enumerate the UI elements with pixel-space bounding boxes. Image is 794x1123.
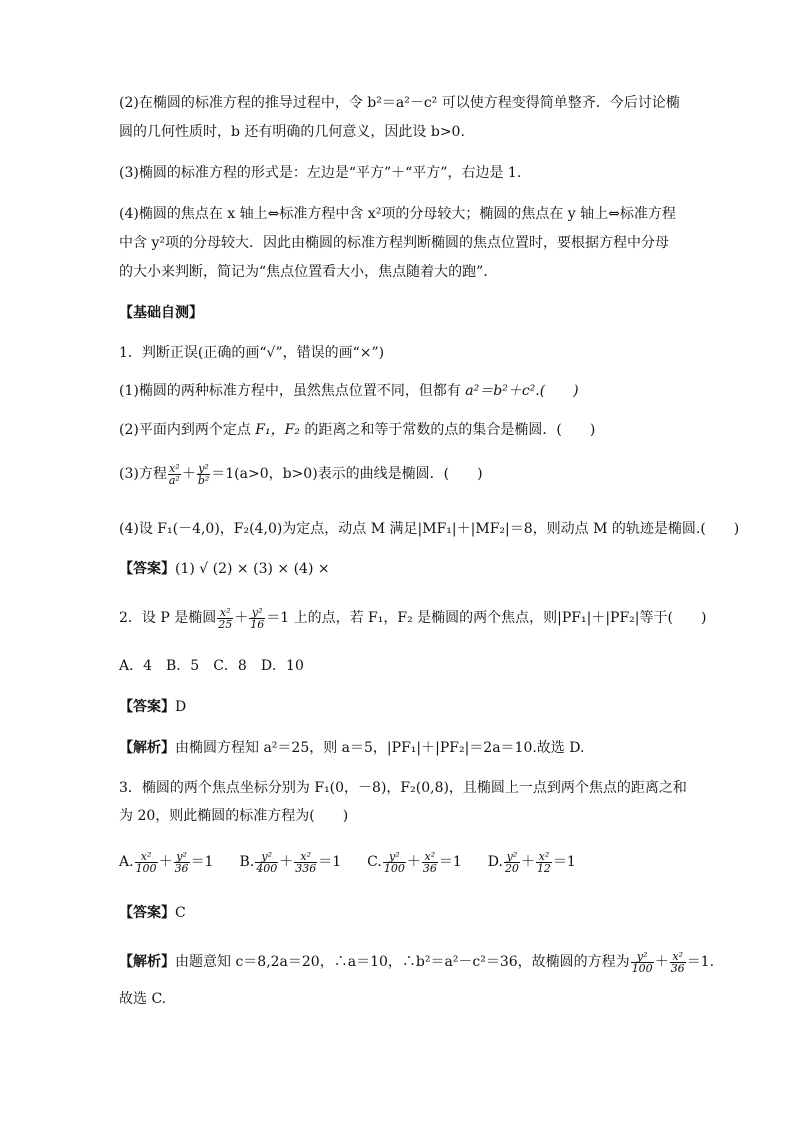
option-a-label: A. [119,854,134,870]
note-4-line-3: 的大小来判断，简记为“焦点位置看大小，焦点随着大的跑”． [119,264,498,280]
option-a-fraction-2: $\frac{\text{y²}}{36}$ [174,849,189,875]
q3-analysis-line-2: 故选 C. [119,991,167,1007]
answer-text: (1) √ (2) × (3) × (4) × [175,561,330,577]
answer-text: D [175,699,187,715]
q1-statement-1 [119,381,579,401]
q2-stem-text-a: 2．设 P 是椭圆 [119,610,217,626]
option-b-label: B. [239,854,255,870]
analysis-fraction-1: $\frac{\text{y²}}{100}$ [631,949,653,975]
answer-label: 【答案】 [119,699,175,715]
q1-s3-text-b: ＝1(a>0，b>0)表示的曲线是椭圆．( ) [211,466,483,482]
q2-options: A．4 B．5 C．8 D．10 [119,658,304,674]
option-c-fraction-1: $\frac{\text{y²}}{100}$ [383,849,405,875]
option-d-fraction-1: $\frac{\text{y²}}{20}$ [504,849,519,875]
plus-sign: ＋ [406,854,421,870]
q1-s1-formula: a²＝b²＋c².( ) [465,383,579,399]
option-c-label: C. [367,854,382,870]
equals-one: ＝1 [318,854,342,870]
analysis-label: 【解析】 [119,954,175,970]
q1-s2-foci: F₁，F₂ [255,422,300,438]
q1-stem: 1．判断正误(正确的画“√”，错误的画“×”) [119,345,385,361]
plus-sign: ＋ [520,854,535,870]
note-2-line-1: (2)在椭圆的标准方程的推导过程中，令 b²＝a²－c² 可以使方程变得简单整齐．今后讨论椭 [119,95,680,111]
q2-fraction-2: $\frac{\text{y²}}{16}$ [250,605,265,631]
note-3: (3)椭圆的标准方程的形式是：左边是“平方”＋“平方”，右边是 1. [119,165,522,181]
q1-s3-fraction-2: $\frac{\text{y²}}{\text{b²}}$ [197,461,210,487]
plus-sign: ＋ [654,954,669,970]
q3-analysis [119,947,714,977]
option-b-fraction-1: $\frac{\text{y²}}{400}$ [256,849,278,875]
equals-one: ＝1 [552,854,576,870]
q1-statement-3 [119,460,483,488]
equals-one: ＝1 [190,854,214,870]
q1-s3-text-a: (3)方程 [119,466,167,482]
equals-one: ＝1 [438,854,462,870]
option-b-fraction-2: $\frac{\text{x²}}{336}$ [295,849,317,875]
note-2-line-2: 圆的几何性质时，b 还有明确的几何意义，因此设 b>0. [119,124,465,140]
answer-label: 【答案】 [119,561,175,577]
answer-label: 【答案】 [119,905,175,921]
plus-sign: ＋ [158,854,173,870]
q2-answer [119,697,186,717]
option-c-fraction-2: $\frac{\text{x²}}{36}$ [422,849,437,875]
q2-analysis [119,738,584,758]
analysis-text-b: ＝1. [686,954,715,970]
q2-fraction-1: $\frac{\text{x²}}{25}$ [218,605,233,631]
q3-answer [119,903,186,923]
option-a-fraction-1: $\frac{\text{x²}}{100}$ [135,849,157,875]
q2-stem-text-b: ＝1 上的点，若 F₁，F₂ 是椭圆的两个焦点，则|PF₁|＋|PF₂|等于( ) [266,610,707,626]
analysis-text-a: 由题意知 c＝8,2a＝20，∴a＝10，∴b²＝a²－c²＝36，故椭圆的方程为 [175,954,630,970]
note-4-line-2: 中含 y²项的分母较大．因此由椭圆的标准方程判断椭圆的焦点位置时，要根据方程中分母 [119,235,669,251]
option-d-fraction-2: $\frac{\text{x²}}{12}$ [536,849,551,875]
q3-stem-line-1: 3．椭圆的两个焦点坐标分别为 F₁(0，－8)，F₂(0,8)，且椭圆上一点到两个焦点的距离之和 [119,780,687,796]
q3-stem-line-2: 为 20，则此椭圆的标准方程为( ) [119,808,349,824]
q2-stem [119,604,706,632]
q1-s2-text-b: 的距离之和等于常数的点的集合是椭圆．( ) [299,422,596,438]
plus-sign: ＋ [181,466,196,482]
q1-s3-fraction-1: $\frac{\text{x²}}{\text{a²}}$ [168,461,180,487]
plus-sign: ＋ [279,854,294,870]
q1-s1-text: (1)椭圆的两种标准方程中，虽然焦点位置不同，但都有 [119,383,466,399]
q3-options [119,847,576,877]
q1-statement-2 [119,420,595,440]
plus-sign: ＋ [234,610,249,626]
analysis-text: 由椭圆方程知 a²＝25，则 a＝5，|PF₁|＋|PF₂|＝2a＝10.故选 D. [175,740,585,756]
option-d-label: D. [487,854,503,870]
q1-s2-text-a: (2)平面内到两个定点 [119,422,256,438]
analysis-label: 【解析】 [119,740,175,756]
analysis-fraction-2: $\frac{\text{x²}}{36}$ [670,949,685,975]
q1-answer [119,559,330,579]
section-title: 【基础自测】 [119,305,203,321]
q1-statement-4: (4)设 F₁(－4,0)，F₂(4,0)为定点，动点 M 满足|MF₁|＋|MF₂|＝8，则动点 M 的轨迹是椭圆.( ) [119,521,740,537]
note-4-line-1: (4)椭圆的焦点在 x 轴上⇔标准方程中含 x²项的分母较大；椭圆的焦点在 y 轴上⇔标准方程 [119,206,676,222]
answer-text: C [175,905,186,921]
